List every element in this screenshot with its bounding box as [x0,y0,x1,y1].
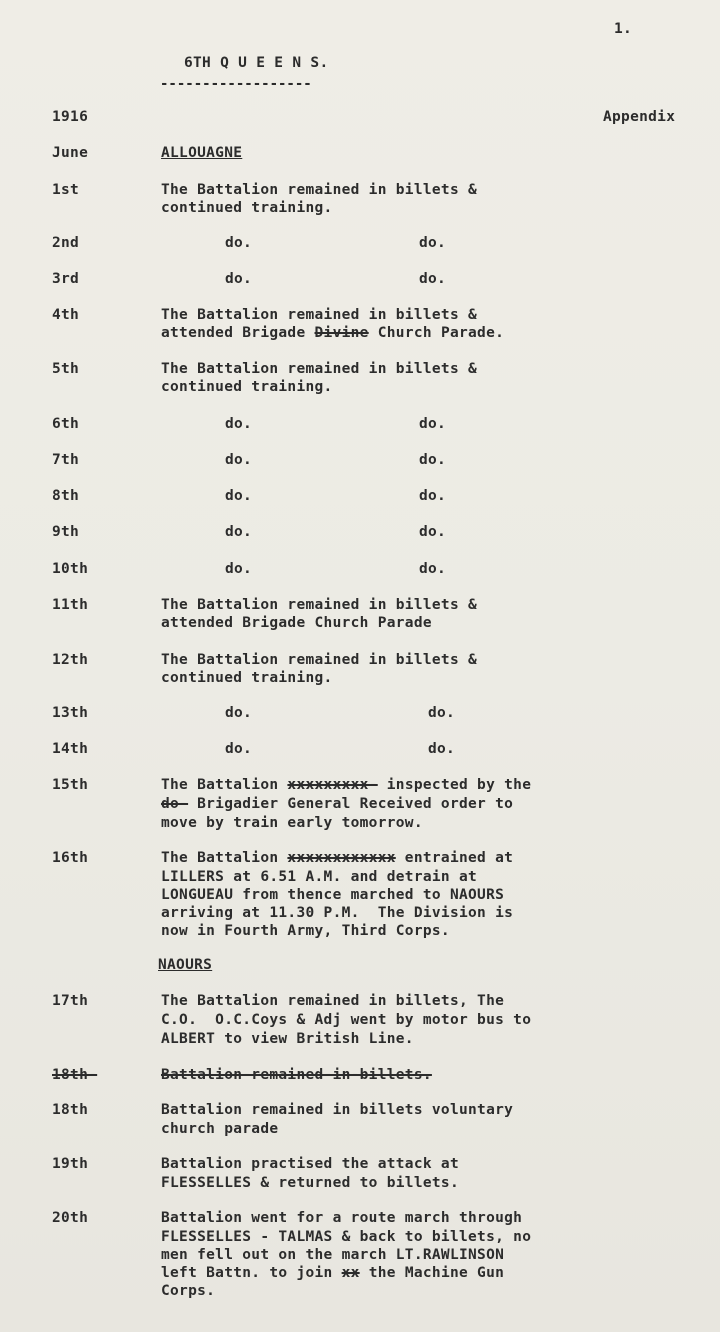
entry-line: C.O. O.C.Coys & Adj went by motor bus to [161,1012,532,1028]
ditto-mark: do. [428,705,456,721]
entry-line: FLESSELLES & returned to billets. [161,1175,459,1191]
ditto-mark: do. [419,524,447,540]
entry-date: 3rd [52,271,80,287]
entry-line: The Battalion xxxxxxxxxxxx entrained at [161,850,514,866]
entry-line: men fell out on the march LT.RAWLINSON [161,1247,505,1263]
ditto-mark: do. [419,416,447,432]
entry-date: 15th [52,777,89,793]
entry-line: The Battalion xxxxxxxxx- inspected by the [161,777,532,793]
place-heading-naours: NAOURS [158,957,213,973]
entry-line: Battalion practised the attack at [161,1156,459,1172]
struck-word: xxxxxxxxxxxx [287,850,396,866]
ditto-mark: do. [419,235,447,251]
entry-line: arriving at 11.30 P.M. The Division is [161,905,514,921]
entry-line: do- Brigadier General Received order to [161,796,514,812]
entry-line: continued training. [161,379,333,395]
struck-word: xxxxxxxxx- [287,777,378,793]
entry-date: 10th [52,561,89,577]
page-title: 6TH Q U E E N S. [184,55,329,71]
ditto-mark: do. [225,271,253,287]
entry-line: move by train early tomorrow. [161,815,423,831]
ditto-mark: do. [225,561,253,577]
struck-word: do- [161,796,189,812]
ditto-mark: do. [225,235,253,251]
entry-date: 19th [52,1156,89,1172]
month-label: June [52,145,89,161]
ditto-mark: do. [419,488,447,504]
entry-line: Corps. [161,1283,216,1299]
entry-line: The Battalion remained in billets & [161,182,478,198]
entry-line: LONGUEAU from thence marched to NAOURS [161,887,505,903]
entry-date: 18th [52,1102,89,1118]
struck-word: xx [341,1265,360,1281]
entry-line: left Battn. to join xx the Machine Gun [161,1265,505,1281]
year-label: 1916 [52,109,89,125]
entry-line: church parade [161,1121,279,1137]
place-heading-allouagne: ALLOUAGNE [161,145,243,161]
entry-date: 16th [52,850,89,866]
ditto-mark: do. [225,416,253,432]
entry-date: 1st [52,182,80,198]
struck-word: Divine [314,325,369,341]
ditto-mark: do. [225,524,253,540]
page-number: 1. [614,21,633,37]
ditto-mark: do. [419,452,447,468]
entry-line-struck: Battalion-remained-in-billets. [161,1067,432,1083]
entry-line: FLESSELLES - TALMAS & back to billets, no [161,1229,532,1245]
entry-line: continued training. [161,670,333,686]
ditto-mark: do. [419,271,447,287]
entry-date: 7th [52,452,80,468]
entry-date: 2nd [52,235,80,251]
entry-line: Battalion went for a route march through [161,1210,523,1226]
entry-date: 11th [52,597,89,613]
entry-line: ALBERT to view British Line. [161,1031,414,1047]
entry-line: attended Brigade Church Parade [161,615,432,631]
entry-line: continued training. [161,200,333,216]
entry-line: The Battalion remained in billets & [161,652,478,668]
entry-date: 6th [52,416,80,432]
entry-date: 13th [52,705,89,721]
entry-line: The Battalion remained in billets & [161,361,478,377]
entry-line: attended Brigade Divine Church Parade. [161,325,505,341]
ditto-mark: do. [225,488,253,504]
entry-date: 14th [52,741,89,757]
ditto-mark: do. [225,452,253,468]
title-underline: ------------------ [160,76,312,92]
entry-date: 17th [52,993,89,1009]
ditto-mark: do. [225,705,253,721]
entry-date: 5th [52,361,80,377]
entry-date-struck: 18th- [52,1067,98,1083]
ditto-mark: do. [428,741,456,757]
entry-line: LILLERS at 6.51 A.M. and detrain at [161,869,478,885]
entry-date: 12th [52,652,89,668]
entry-date: 4th [52,307,80,323]
entry-line: now in Fourth Army, Third Corps. [161,923,450,939]
entry-date: 8th [52,488,80,504]
entry-line: The Battalion remained in billets & [161,307,478,323]
entry-line: The Battalion remained in billets, The [161,993,505,1009]
entry-line: The Battalion remained in billets & [161,597,478,613]
ditto-mark: do. [225,741,253,757]
ditto-mark: do. [419,561,447,577]
entry-date: 20th [52,1210,89,1226]
entry-date: 9th [52,524,80,540]
entry-line: Battalion remained in billets voluntary [161,1102,514,1118]
appendix-label: Appendix [603,109,676,125]
